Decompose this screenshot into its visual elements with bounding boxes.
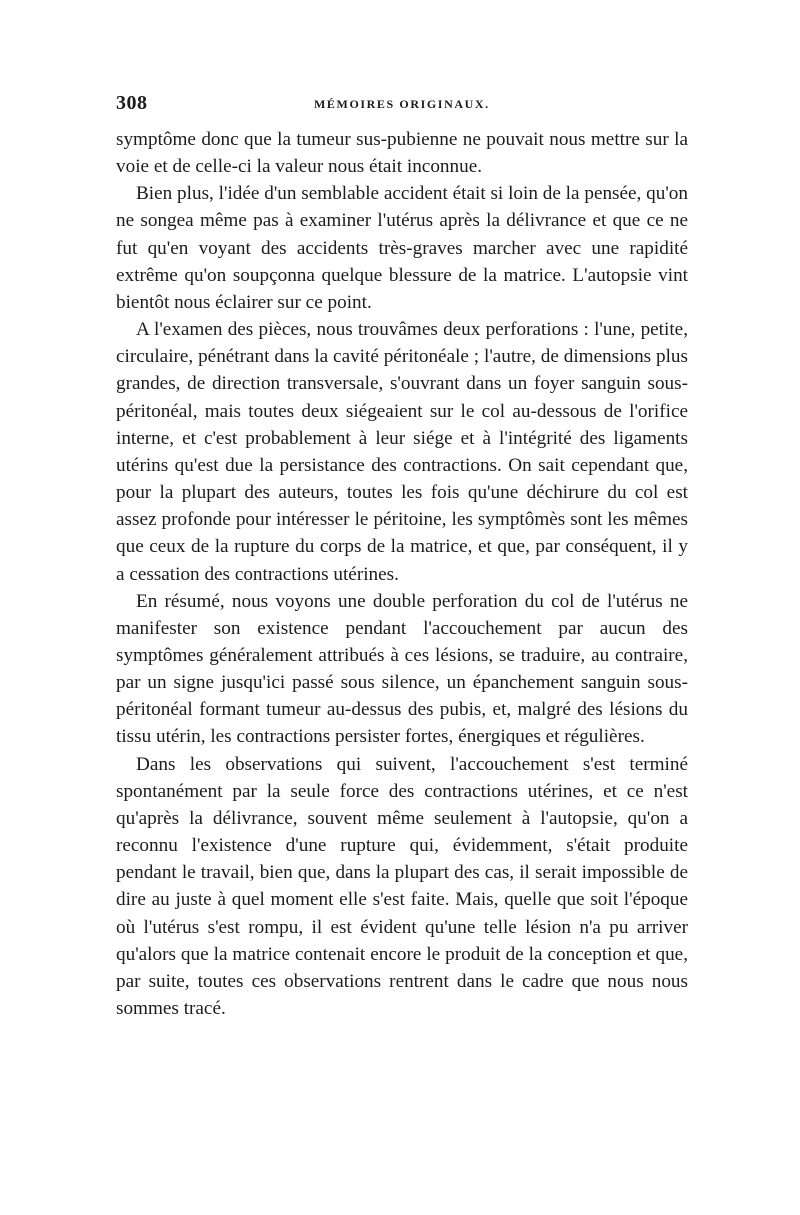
body-text [116,126,688,1022]
paragraph: Bien plus, l'idée d'un semblable accident était si loin de la pensée, qu'on ne songea même pas à examiner l'utérus après la délivrance et que ce ne fut qu'en voyant des accidents très-graves marcher avec une rapidité extrême qu'on soupçonna quelque blessure de la matrice. L'autopsie vint bientôt nous éclairer sur ce point. [116,183,688,313]
book-page [116,92,688,1022]
paragraph: En résumé, nous voyons une double perforation du col de l'utérus ne manifester son existence pendant l'accouchement par aucun des symptômes généralement attribués à ces lésions, se traduire, au contraire, par un signe jusqu'ici passé sous silence, un épanchement sanguin sous-péritonéal formant tumeur au-dessus des pubis, et, malgré des lésions du tissu utérin, les contractions persister fortes, énergiques et régulières. [116,590,688,748]
running-head [116,92,688,126]
paragraph: A l'examen des pièces, nous trouvâmes deux perforations : l'une, petite, circulaire, pénétrant dans la cavité péritonéale ; l'autre, de dimensions plus grandes, de direction transversale, s'ouvrant dans un foyer sanguin sous-péritonéal, mais toutes deux siégeaient sur le col au-dessous de l'orifice interne, et c'est probablement à leur siége et à l'intégrité des ligaments utérins qu'est due la persistance des contractions. On sait cependant que, pour la plupart des auteurs, toutes les fois qu'une déchirure du col est assez profonde pour intéresser le péritoine, les symptômès sont les mêmes que ceux de la rupture du corps de la matrice, et que, par conséquent, il y a cessation des contractions utérines. [116,319,688,585]
page-number: 308 [116,92,148,114]
paragraph: Dans les observations qui suivent, l'accouchement s'est terminé spontanément par la seule force des contractions utérines, et ce n'est qu'après la délivrance, souvent même seulement à l'autopsie, qu'on a reconnu l'existence d'une rupture qui, évidemment, s'était produite pendant le travail, bien que, dans la plupart des cas, il serait impossible de dire au juste à quel moment elle s'est faite. Mais, quelle que soit l'époque où l'utérus s'est rompu, il est évident qu'une telle lésion n'a pu arriver qu'alors que la matrice contenait encore le produit de la conception et que, par suite, toutes ces observations rentrent dans le cadre que nous nous sommes tracé. [116,753,688,1019]
paragraph-continuation: symptôme donc que la tumeur sus-pubienne ne pouvait nous mettre sur la voie et de celle-ci la valeur nous était inconnue. [116,129,688,178]
running-title: MÉMOIRES ORIGINAUX. [314,97,490,111]
